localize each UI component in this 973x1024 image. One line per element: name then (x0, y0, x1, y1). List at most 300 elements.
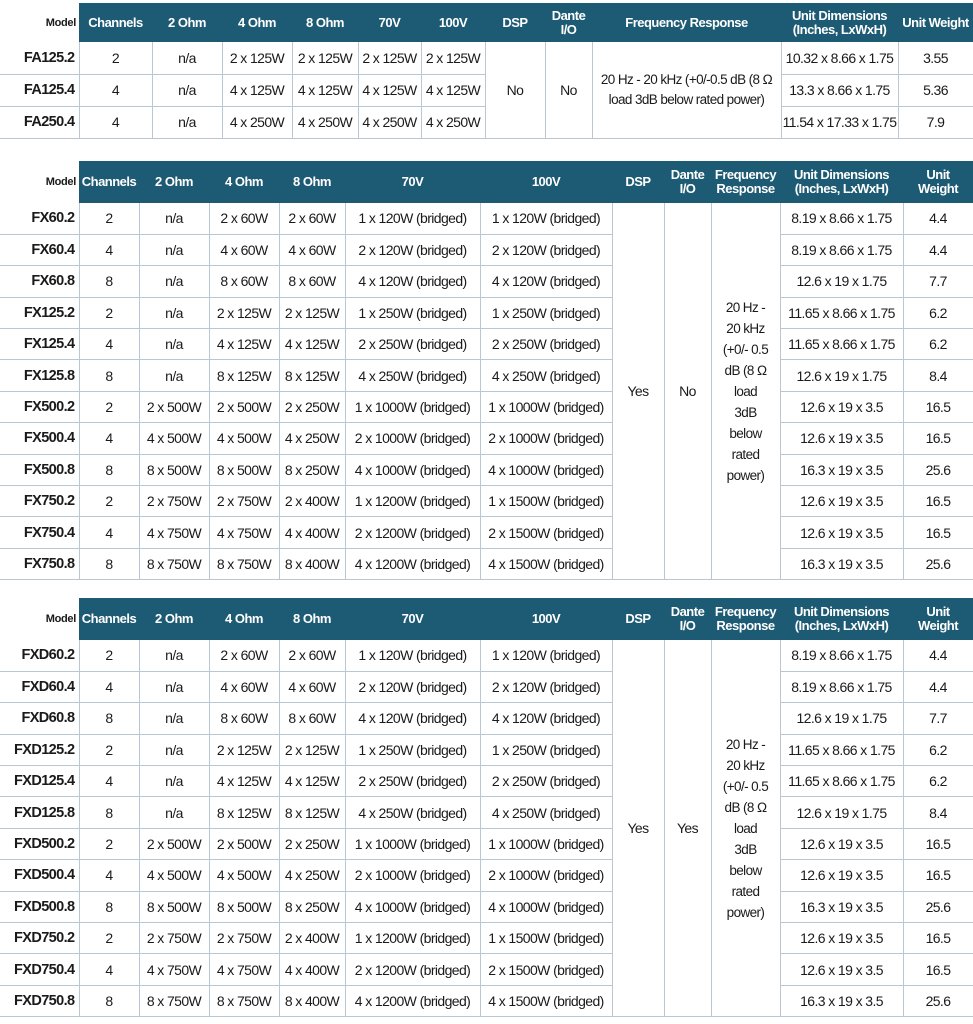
dimensions-cell: 12.6 x 19 x 1.75 (780, 703, 903, 734)
dimensions-cell: 10.32 x 8.66 x 1.75 (781, 42, 898, 74)
channels-cell: 2 (79, 828, 139, 859)
70v-cell: 1 x 120W (bridged) (345, 203, 480, 234)
100v-cell: 4 x 125W (421, 74, 485, 106)
table-row (0, 297, 973, 328)
fx-series-body (0, 203, 973, 580)
weight-cell: 6.2 (903, 329, 973, 360)
70v-cell: 2 x 1200W (bridged) (345, 954, 480, 985)
col-header-frequency-response: Frequency Response (711, 161, 780, 203)
100v-cell: 4 x 250W (bridged) (480, 797, 612, 828)
frequency-response-cell: 20 Hz - 20 kHz (+0/- 0.5 dB (8 Ω load 3dB below rated power) (711, 640, 780, 1017)
100v-cell: 4 x 1000W (bridged) (480, 454, 612, 485)
4-ohm-cell: 8 x 500W (209, 454, 279, 485)
100v-cell: 1 x 1500W (bridged) (480, 923, 612, 954)
4-ohm-cell: 4 x 125W (209, 329, 279, 360)
channels-cell: 8 (79, 797, 139, 828)
table-row (0, 329, 973, 360)
100v-cell: 2 x 1000W (bridged) (480, 860, 612, 891)
model-cell: FX60.2 (0, 203, 79, 234)
table-row (0, 486, 973, 517)
col-header-weight: Unit Weight (903, 598, 973, 640)
frequency-response-cell: 20 Hz - 20 kHz (+0/-0.5 dB (8 Ω load 3dB below rated power) (592, 42, 781, 138)
table-header-row (0, 161, 973, 203)
col-header-dante: Dante I/O (545, 3, 592, 42)
100v-cell: 2 x 120W (bridged) (480, 671, 612, 702)
col-header-8-ohm: 8 Ohm (292, 3, 358, 42)
dimensions-cell: 12.6 x 19 x 3.5 (780, 828, 903, 859)
2-ohm-cell: n/a (139, 360, 209, 391)
8-ohm-cell: 4 x 400W (279, 954, 345, 985)
weight-cell: 16.5 (903, 517, 973, 548)
weight-cell: 16.5 (903, 828, 973, 859)
weight-cell: 16.5 (903, 860, 973, 891)
dimensions-cell: 11.65 x 8.66 x 1.75 (780, 329, 903, 360)
weight-cell: 7.7 (903, 266, 973, 297)
table-row (0, 360, 973, 391)
channels-cell: 4 (79, 517, 139, 548)
4-ohm-cell: 4 x 750W (209, 954, 279, 985)
70v-cell: 4 x 250W (bridged) (345, 360, 480, 391)
model-cell: FXD60.8 (0, 703, 79, 734)
table-row (0, 766, 973, 797)
70v-cell: 1 x 250W (bridged) (345, 297, 480, 328)
100v-cell: 1 x 1500W (bridged) (480, 486, 612, 517)
70v-cell: 4 x 120W (bridged) (345, 266, 480, 297)
100v-cell: 4 x 250W (421, 106, 485, 138)
8-ohm-cell: 4 x 125W (279, 766, 345, 797)
8-ohm-cell: 4 x 125W (292, 74, 358, 106)
4-ohm-cell: 8 x 750W (209, 985, 279, 1016)
channels-cell: 2 (79, 203, 139, 234)
model-cell: FXD60.2 (0, 640, 79, 671)
table-row (0, 923, 973, 954)
weight-cell: 7.9 (898, 106, 973, 138)
table-header-row (0, 598, 973, 640)
weight-cell: 25.6 (903, 548, 973, 579)
2-ohm-cell: 4 x 750W (139, 517, 209, 548)
2-ohm-cell: n/a (139, 266, 209, 297)
col-header-100v: 100V (480, 598, 612, 640)
dsp-cell: No (485, 42, 545, 138)
4-ohm-cell: 2 x 500W (209, 828, 279, 859)
70v-cell: 1 x 250W (bridged) (345, 734, 480, 765)
8-ohm-cell: 4 x 125W (279, 329, 345, 360)
channels-cell: 4 (79, 423, 139, 454)
dimensions-cell: 12.6 x 19 x 3.5 (780, 860, 903, 891)
dimensions-cell: 16.3 x 19 x 3.5 (780, 985, 903, 1016)
weight-cell: 6.2 (903, 297, 973, 328)
weight-cell: 4.4 (903, 640, 973, 671)
col-header-dante: Dante I/O (664, 161, 711, 203)
model-cell: FX60.4 (0, 234, 79, 265)
weight-cell: 6.2 (903, 766, 973, 797)
weight-cell: 16.5 (903, 923, 973, 954)
2-ohm-cell: n/a (152, 42, 222, 74)
70v-cell: 4 x 125W (358, 74, 421, 106)
4-ohm-cell: 2 x 500W (209, 391, 279, 422)
8-ohm-cell: 2 x 250W (279, 391, 345, 422)
table-row (0, 828, 973, 859)
model-cell: FX125.4 (0, 329, 79, 360)
table-row (0, 423, 973, 454)
col-header-dsp: DSP (612, 598, 664, 640)
100v-cell: 1 x 250W (bridged) (480, 734, 612, 765)
model-cell: FXD125.4 (0, 766, 79, 797)
100v-cell: 4 x 1500W (bridged) (480, 548, 612, 579)
model-cell: FA125.2 (0, 42, 79, 74)
table-row (0, 640, 973, 671)
model-cell: FX750.8 (0, 548, 79, 579)
fa-series-body (0, 42, 973, 138)
fxd-series-body (0, 640, 973, 1017)
8-ohm-cell: 8 x 250W (279, 891, 345, 922)
model-cell: FXD750.8 (0, 985, 79, 1016)
2-ohm-cell: n/a (139, 297, 209, 328)
col-header-dsp: DSP (612, 161, 664, 203)
dimensions-cell: 11.65 x 8.66 x 1.75 (780, 297, 903, 328)
8-ohm-cell: 2 x 125W (279, 734, 345, 765)
4-ohm-cell: 4 x 125W (209, 766, 279, 797)
channels-cell: 2 (79, 391, 139, 422)
2-ohm-cell: 8 x 750W (139, 548, 209, 579)
col-header-70v: 70V (345, 598, 480, 640)
channels-cell: 4 (79, 234, 139, 265)
2-ohm-cell: 4 x 500W (139, 423, 209, 454)
2-ohm-cell: 2 x 750W (139, 486, 209, 517)
model-cell: FXD500.2 (0, 828, 79, 859)
100v-cell: 4 x 250W (bridged) (480, 360, 612, 391)
col-header-weight: Unit Weight (898, 3, 973, 42)
100v-cell: 1 x 250W (bridged) (480, 297, 612, 328)
model-cell: FXD60.4 (0, 671, 79, 702)
model-cell: FXD500.4 (0, 860, 79, 891)
70v-cell: 1 x 1200W (bridged) (345, 923, 480, 954)
100v-cell: 1 x 120W (bridged) (480, 203, 612, 234)
col-header-4-ohm: 4 Ohm (209, 598, 279, 640)
col-header-frequency-response: Frequency Response (592, 3, 781, 42)
8-ohm-cell: 2 x 125W (292, 42, 358, 74)
dimensions-cell: 12.6 x 19 x 1.75 (780, 360, 903, 391)
2-ohm-cell: 2 x 500W (139, 391, 209, 422)
col-header-weight: Unit Weight (903, 161, 973, 203)
70v-cell: 2 x 1000W (bridged) (345, 423, 480, 454)
col-header-dante: Dante I/O (664, 598, 711, 640)
2-ohm-cell: n/a (139, 671, 209, 702)
8-ohm-cell: 2 x 60W (279, 203, 345, 234)
channels-cell: 8 (79, 548, 139, 579)
100v-cell: 4 x 120W (bridged) (480, 266, 612, 297)
4-ohm-cell: 2 x 125W (209, 297, 279, 328)
col-header-2-ohm: 2 Ohm (152, 3, 222, 42)
100v-cell: 1 x 1000W (bridged) (480, 828, 612, 859)
dimensions-cell: 11.65 x 8.66 x 1.75 (780, 734, 903, 765)
4-ohm-cell: 4 x 500W (209, 860, 279, 891)
col-header-channels: Channels (79, 598, 139, 640)
weight-cell: 3.55 (898, 42, 973, 74)
table-row (0, 985, 973, 1016)
2-ohm-cell: n/a (152, 106, 222, 138)
70v-cell: 4 x 1200W (bridged) (345, 548, 480, 579)
table-row (0, 891, 973, 922)
col-header-2-ohm: 2 Ohm (139, 161, 209, 203)
table-row (0, 234, 973, 265)
8-ohm-cell: 8 x 60W (279, 703, 345, 734)
weight-cell: 16.5 (903, 391, 973, 422)
4-ohm-cell: 4 x 125W (222, 74, 292, 106)
table-row (0, 703, 973, 734)
channels-cell: 2 (79, 486, 139, 517)
8-ohm-cell: 2 x 400W (279, 923, 345, 954)
100v-cell: 1 x 120W (bridged) (480, 640, 612, 671)
8-ohm-cell: 2 x 125W (279, 297, 345, 328)
col-header-dsp: DSP (485, 3, 545, 42)
2-ohm-cell: n/a (139, 734, 209, 765)
dimensions-cell: 11.65 x 8.66 x 1.75 (780, 766, 903, 797)
table-row (0, 734, 973, 765)
table-row (0, 454, 973, 485)
4-ohm-cell: 2 x 60W (209, 203, 279, 234)
col-header-dimensions: Unit Dimensions (Inches, LxWxH) (780, 598, 903, 640)
weight-cell: 16.5 (903, 954, 973, 985)
dimensions-cell: 12.6 x 19 x 1.75 (780, 797, 903, 828)
weight-cell: 25.6 (903, 454, 973, 485)
weight-cell: 5.36 (898, 74, 973, 106)
col-header-channels: Channels (79, 161, 139, 203)
100v-cell: 4 x 1000W (bridged) (480, 891, 612, 922)
2-ohm-cell: 4 x 500W (139, 860, 209, 891)
col-header-8-ohm: 8 Ohm (279, 161, 345, 203)
frequency-response-cell: 20 Hz - 20 kHz (+0/- 0.5 dB (8 Ω load 3dB below rated power) (711, 203, 780, 580)
8-ohm-cell: 2 x 60W (279, 640, 345, 671)
70v-cell: 1 x 1000W (bridged) (345, 391, 480, 422)
weight-cell: 16.5 (903, 423, 973, 454)
4-ohm-cell: 4 x 250W (222, 106, 292, 138)
100v-cell: 2 x 1500W (bridged) (480, 954, 612, 985)
dimensions-cell: 16.3 x 19 x 3.5 (780, 454, 903, 485)
dimensions-cell: 13.3 x 8.66 x 1.75 (781, 74, 898, 106)
channels-cell: 2 (79, 734, 139, 765)
model-cell: FX60.8 (0, 266, 79, 297)
100v-cell: 4 x 1500W (bridged) (480, 985, 612, 1016)
model-cell: FXD750.4 (0, 954, 79, 985)
fxd-series-table (0, 598, 973, 1017)
2-ohm-cell: n/a (139, 797, 209, 828)
dimensions-cell: 8.19 x 8.66 x 1.75 (780, 671, 903, 702)
70v-cell: 4 x 250W (bridged) (345, 797, 480, 828)
4-ohm-cell: 4 x 60W (209, 671, 279, 702)
4-ohm-cell: 4 x 500W (209, 423, 279, 454)
col-header-frequency-response: Frequency Response (711, 598, 780, 640)
70v-cell: 2 x 1000W (bridged) (345, 860, 480, 891)
table-row (0, 671, 973, 702)
dimensions-cell: 12.6 x 19 x 3.5 (780, 923, 903, 954)
8-ohm-cell: 4 x 250W (279, 860, 345, 891)
channels-cell: 8 (79, 703, 139, 734)
70v-cell: 1 x 1000W (bridged) (345, 828, 480, 859)
model-cell: FXD125.8 (0, 797, 79, 828)
model-cell: FX750.4 (0, 517, 79, 548)
channels-cell: 8 (79, 454, 139, 485)
dimensions-cell: 12.6 x 19 x 3.5 (780, 391, 903, 422)
70v-cell: 4 x 250W (358, 106, 421, 138)
model-cell: FXD125.2 (0, 734, 79, 765)
8-ohm-cell: 8 x 250W (279, 454, 345, 485)
channels-cell: 4 (79, 74, 152, 106)
2-ohm-cell: 8 x 750W (139, 985, 209, 1016)
100v-cell: 4 x 120W (bridged) (480, 703, 612, 734)
4-ohm-cell: 8 x 750W (209, 548, 279, 579)
channels-cell: 2 (79, 297, 139, 328)
8-ohm-cell: 4 x 250W (292, 106, 358, 138)
dimensions-cell: 8.19 x 8.66 x 1.75 (780, 203, 903, 234)
dimensions-cell: 12.6 x 19 x 3.5 (780, 517, 903, 548)
8-ohm-cell: 8 x 400W (279, 548, 345, 579)
channels-cell: 8 (79, 266, 139, 297)
col-header-4-ohm: 4 Ohm (209, 161, 279, 203)
4-ohm-cell: 8 x 125W (209, 797, 279, 828)
channels-cell: 4 (79, 671, 139, 702)
100v-cell: 2 x 1000W (bridged) (480, 423, 612, 454)
weight-cell: 4.4 (903, 203, 973, 234)
dimensions-cell: 8.19 x 8.66 x 1.75 (780, 640, 903, 671)
8-ohm-cell: 2 x 250W (279, 828, 345, 859)
70v-cell: 4 x 120W (bridged) (345, 703, 480, 734)
col-header-100v: 100V (480, 161, 612, 203)
2-ohm-cell: 8 x 500W (139, 891, 209, 922)
weight-cell: 4.4 (903, 671, 973, 702)
100v-cell: 1 x 1000W (bridged) (480, 391, 612, 422)
fa-series-table (0, 3, 973, 139)
70v-cell: 2 x 125W (358, 42, 421, 74)
dimensions-cell: 8.19 x 8.66 x 1.75 (780, 234, 903, 265)
table-row (0, 203, 973, 234)
weight-cell: 8.4 (903, 360, 973, 391)
model-cell: FX500.2 (0, 391, 79, 422)
weight-cell: 7.7 (903, 703, 973, 734)
col-header-model: Model (0, 3, 79, 42)
8-ohm-cell: 4 x 60W (279, 234, 345, 265)
table-row (0, 954, 973, 985)
70v-cell: 1 x 1200W (bridged) (345, 486, 480, 517)
4-ohm-cell: 2 x 750W (209, 923, 279, 954)
dimensions-cell: 16.3 x 19 x 3.5 (780, 548, 903, 579)
col-header-70v: 70V (345, 161, 480, 203)
table-row (0, 42, 973, 74)
col-header-70v: 70V (358, 3, 421, 42)
70v-cell: 2 x 120W (bridged) (345, 234, 480, 265)
dante-cell: No (664, 203, 711, 580)
col-header-model: Model (0, 598, 79, 640)
2-ohm-cell: n/a (139, 203, 209, 234)
dimensions-cell: 12.6 x 19 x 3.5 (780, 486, 903, 517)
weight-cell: 8.4 (903, 797, 973, 828)
8-ohm-cell: 4 x 250W (279, 423, 345, 454)
100v-cell: 2 x 1500W (bridged) (480, 517, 612, 548)
70v-cell: 4 x 1000W (bridged) (345, 454, 480, 485)
weight-cell: 16.5 (903, 486, 973, 517)
channels-cell: 8 (79, 891, 139, 922)
channels-cell: 2 (79, 640, 139, 671)
8-ohm-cell: 4 x 60W (279, 671, 345, 702)
100v-cell: 2 x 120W (bridged) (480, 234, 612, 265)
weight-cell: 4.4 (903, 234, 973, 265)
70v-cell: 2 x 250W (bridged) (345, 329, 480, 360)
100v-cell: 2 x 125W (421, 42, 485, 74)
table-row (0, 391, 973, 422)
100v-cell: 2 x 250W (bridged) (480, 766, 612, 797)
dimensions-cell: 12.6 x 19 x 3.5 (780, 954, 903, 985)
model-cell: FX125.8 (0, 360, 79, 391)
dimensions-cell: 12.6 x 19 x 1.75 (780, 266, 903, 297)
4-ohm-cell: 8 x 60W (209, 703, 279, 734)
col-header-dimensions: Unit Dimensions (Inches, LxWxH) (781, 3, 898, 42)
model-cell: FXD750.2 (0, 923, 79, 954)
model-cell: FX500.4 (0, 423, 79, 454)
channels-cell: 4 (79, 106, 152, 138)
2-ohm-cell: n/a (139, 703, 209, 734)
col-header-100v: 100V (421, 3, 485, 42)
channels-cell: 4 (79, 766, 139, 797)
70v-cell: 2 x 250W (bridged) (345, 766, 480, 797)
8-ohm-cell: 8 x 60W (279, 266, 345, 297)
model-cell: FA250.4 (0, 106, 79, 138)
dsp-cell: Yes (612, 640, 664, 1017)
4-ohm-cell: 4 x 750W (209, 517, 279, 548)
8-ohm-cell: 4 x 400W (279, 517, 345, 548)
4-ohm-cell: 8 x 60W (209, 266, 279, 297)
weight-cell: 25.6 (903, 891, 973, 922)
dimensions-cell: 16.3 x 19 x 3.5 (780, 891, 903, 922)
70v-cell: 4 x 1000W (bridged) (345, 891, 480, 922)
col-header-2-ohm: 2 Ohm (139, 598, 209, 640)
70v-cell: 4 x 1200W (bridged) (345, 985, 480, 1016)
4-ohm-cell: 2 x 60W (209, 640, 279, 671)
70v-cell: 1 x 120W (bridged) (345, 640, 480, 671)
4-ohm-cell: 2 x 125W (209, 734, 279, 765)
table-row (0, 797, 973, 828)
100v-cell: 2 x 250W (bridged) (480, 329, 612, 360)
70v-cell: 2 x 1200W (bridged) (345, 517, 480, 548)
model-cell: FXD500.8 (0, 891, 79, 922)
col-header-4-ohm: 4 Ohm (222, 3, 292, 42)
weight-cell: 25.6 (903, 985, 973, 1016)
2-ohm-cell: 2 x 500W (139, 828, 209, 859)
table-row (0, 266, 973, 297)
channels-cell: 4 (79, 860, 139, 891)
channels-cell: 2 (79, 42, 152, 74)
dante-cell: No (545, 42, 592, 138)
channels-cell: 2 (79, 923, 139, 954)
model-cell: FX125.2 (0, 297, 79, 328)
70v-cell: 2 x 120W (bridged) (345, 671, 480, 702)
8-ohm-cell: 8 x 400W (279, 985, 345, 1016)
4-ohm-cell: 8 x 125W (209, 360, 279, 391)
2-ohm-cell: n/a (139, 640, 209, 671)
8-ohm-cell: 8 x 125W (279, 797, 345, 828)
table-row (0, 860, 973, 891)
2-ohm-cell: n/a (139, 766, 209, 797)
weight-cell: 6.2 (903, 734, 973, 765)
channels-cell: 4 (79, 954, 139, 985)
model-cell: FX500.8 (0, 454, 79, 485)
channels-cell: 8 (79, 985, 139, 1016)
2-ohm-cell: n/a (139, 329, 209, 360)
channels-cell: 4 (79, 329, 139, 360)
fx-series-table (0, 161, 973, 580)
model-cell: FA125.4 (0, 74, 79, 106)
2-ohm-cell: 4 x 750W (139, 954, 209, 985)
table-row (0, 548, 973, 579)
